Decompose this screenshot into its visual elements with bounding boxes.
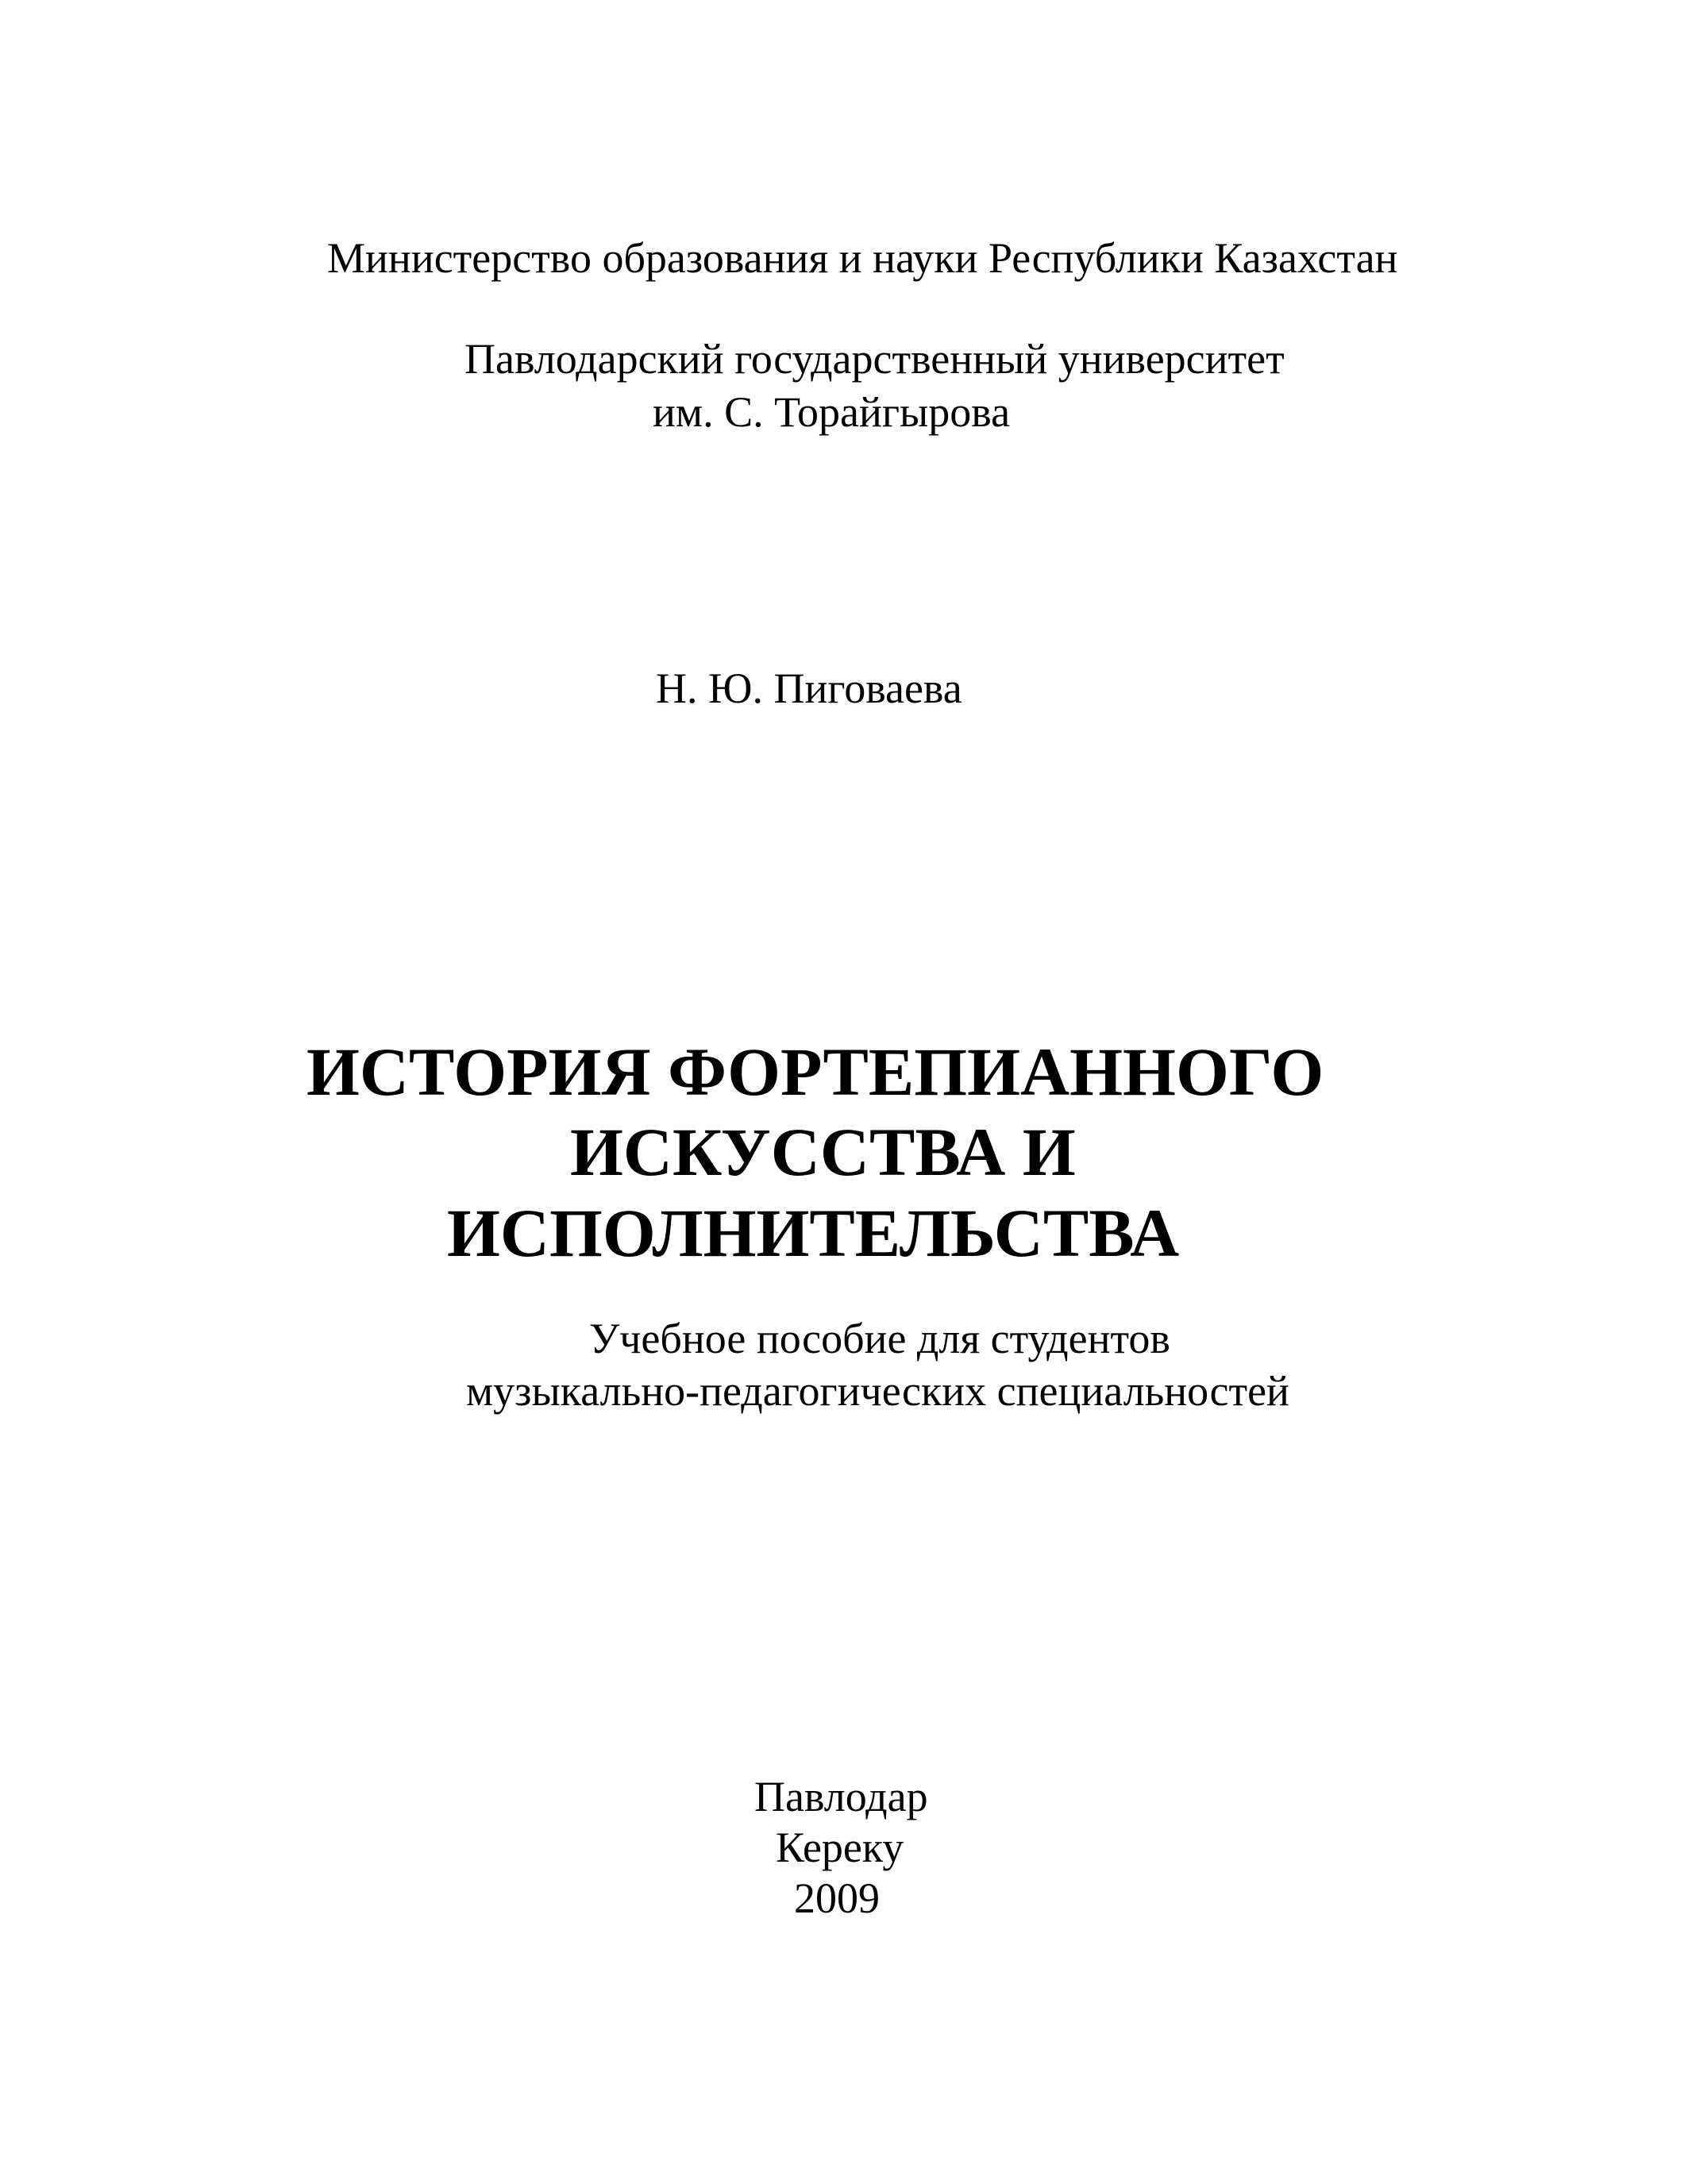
imprint-year: 2009 <box>794 1874 880 1922</box>
subtitle-line2: музыкально-педагогических специальностей <box>466 1367 1289 1415</box>
subtitle-line1: Учебное пособие для студентов <box>589 1315 1170 1362</box>
book-title-line2: ИСКУССТВА И <box>570 1114 1076 1190</box>
imprint-publisher: Кереку <box>776 1824 904 1871</box>
university-name-line2: им. С. Торайгырова <box>653 388 1011 436</box>
book-title-line3: ИСПОЛНИТЕЛЬСТВА <box>447 1195 1180 1271</box>
book-title-line1: ИСТОРИЯ ФОРТЕПИАННОГО <box>306 1034 1324 1110</box>
imprint-city: Павлодар <box>754 1773 928 1820</box>
university-name-line1: Павлодарский государственный университет <box>464 335 1285 383</box>
author-name: Н. Ю. Пиговаева <box>656 664 962 712</box>
ministry-name: Министерство образования и науки Республики Казахстан <box>327 234 1398 282</box>
